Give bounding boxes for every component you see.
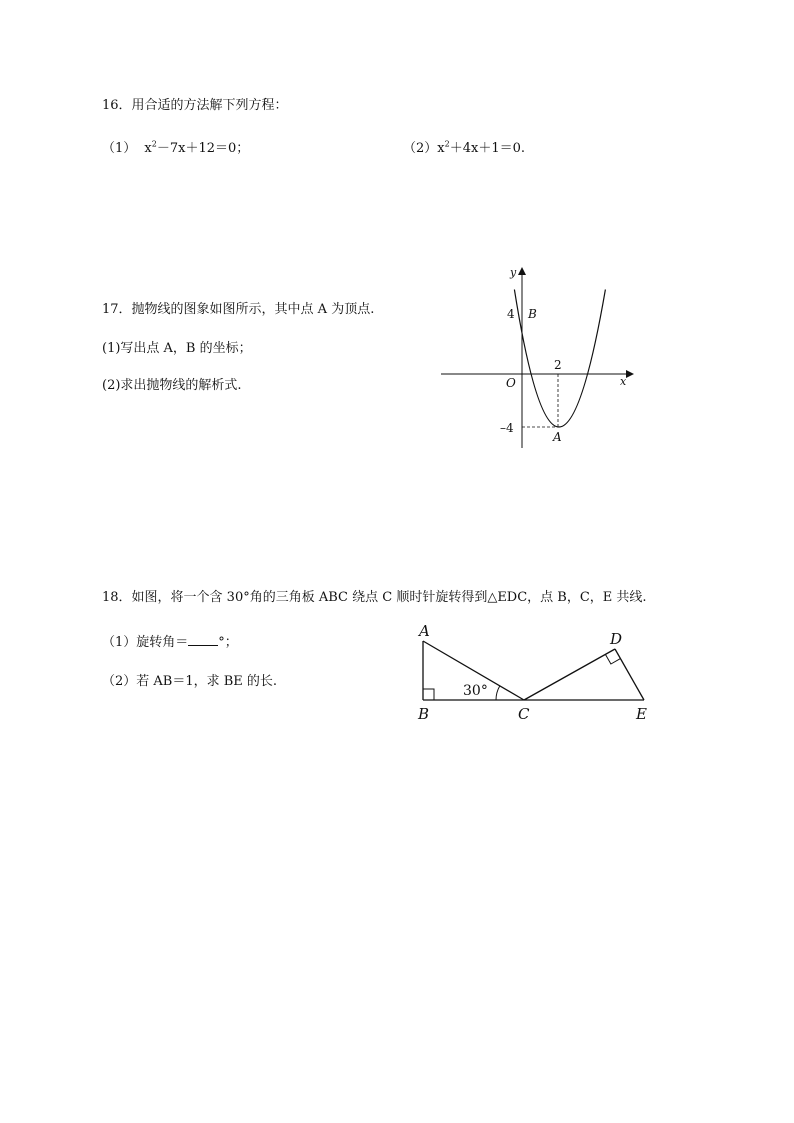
q16-part1-rest: －7x＋12＝0； [156,141,250,156]
q18-sub1-text: （1）旋转角＝ [102,635,189,650]
q16-part2-label: （2） [403,141,438,156]
vertex-D-label: D [610,630,623,648]
q16-part2-rest: ＋4x＋1＝0. [449,141,525,156]
q16-part2-exp: 2 [444,139,450,149]
point-A-label: A [553,430,562,444]
q17-sub1: (1)写出点 A，B 的坐标； [102,341,252,356]
angle-arc-C [496,686,500,700]
q18-title: 18．如图，将一个含 30°角的三角板 ABC 绕点 C 顺时针旋转得到△EDC，点 B，C，E 共线. [102,590,647,605]
vertex-E-label: E [636,705,647,723]
q18-sub1-unit: °； [218,635,238,650]
right-angle-B [423,689,434,700]
q17-title: 17．抛物线的图象如图所示，其中点 A 为顶点. [102,302,375,317]
vertex-C-label: C [518,705,530,723]
q16-part1-exp: 2 [151,139,157,149]
y-axis-label: y [510,266,517,279]
q17-sub2: (2)求出抛物线的解析式. [102,378,242,393]
q16-part2-var: x [437,141,445,156]
vertex-A-label: A [419,622,430,640]
tick-x-2: 2 [554,358,562,372]
x-axis-label: x [620,375,627,388]
tick-y-4: 4 [507,307,515,321]
angle-30-label: 30° [463,683,488,699]
q18-sub2: （2）若 AB＝1，求 BE 的长. [102,674,278,689]
origin-label: O [506,376,516,390]
side-DE [615,649,644,700]
tick-y-neg4: –4 [500,421,514,435]
vertex-B-label: B [418,705,430,723]
q16-part1-label: （1） [102,141,137,156]
q16-part1-var: x [144,141,152,156]
side-CD [524,649,615,700]
point-B-label: B [528,307,537,321]
q16-title: 16．用合适的方法解下列方程： [102,98,288,113]
